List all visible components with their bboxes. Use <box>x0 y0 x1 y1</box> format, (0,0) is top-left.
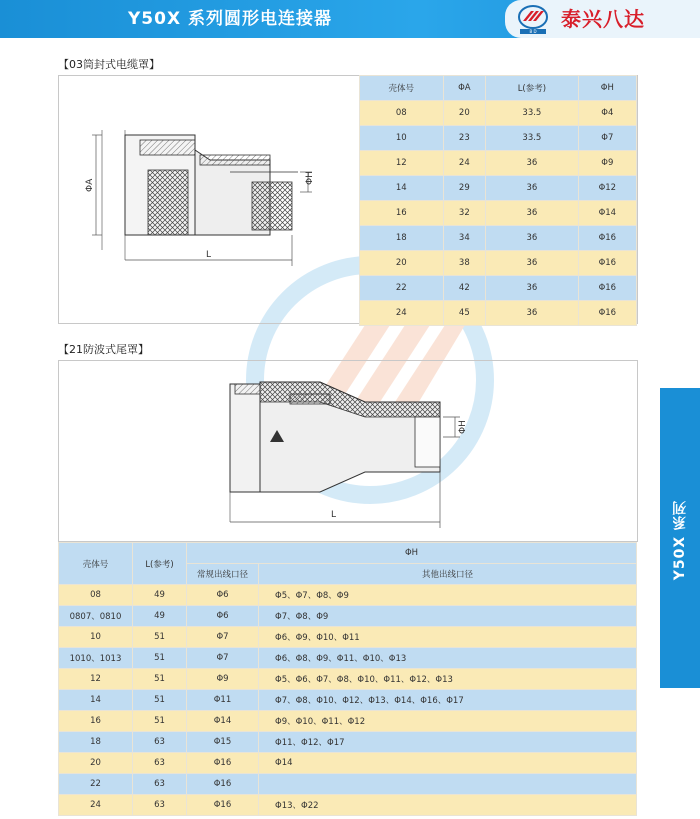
table-cell: Φ14 <box>578 201 636 226</box>
table-cell: 14 <box>59 690 133 711</box>
table-cell: 24 <box>360 301 444 326</box>
table-cell: 36 <box>486 251 579 276</box>
table-cell: 33.5 <box>486 126 579 151</box>
page-header <box>0 0 700 38</box>
table-cell: Φ6 <box>187 606 259 627</box>
series-side-label: Y50X 系列 <box>672 500 688 581</box>
svg-text:B D: B D <box>529 29 537 35</box>
table-cell: 24 <box>59 795 133 816</box>
table-row <box>59 774 637 795</box>
table-cell: 08 <box>59 585 133 606</box>
table-row <box>59 669 637 690</box>
table-cell: 22 <box>360 276 444 301</box>
table-cell: 34 <box>443 226 486 251</box>
column-header: L(参考) <box>486 76 579 101</box>
table-cell: 36 <box>486 151 579 176</box>
table-cell: 16 <box>59 711 133 732</box>
table-cell: Φ7 <box>578 126 636 151</box>
column-header: ΦH <box>578 76 636 101</box>
table-cell: 18 <box>360 226 444 251</box>
table-cell: 33.5 <box>486 101 579 126</box>
table-cell: Φ7 <box>187 648 259 669</box>
table-cell: 14 <box>360 176 444 201</box>
column-header: 壳体号 <box>59 543 133 585</box>
table-cell: Φ16 <box>187 753 259 774</box>
table-row <box>360 201 637 226</box>
table-cell: Φ13、Φ22 <box>259 795 637 816</box>
table-cell: 20 <box>360 251 444 276</box>
table-cell: 20 <box>443 101 486 126</box>
table-cell: 51 <box>133 669 187 690</box>
table-cell: 63 <box>133 753 187 774</box>
table-cell: Φ16 <box>187 795 259 816</box>
table-cell: 51 <box>133 711 187 732</box>
table-cell: 36 <box>486 301 579 326</box>
table-cell: 36 <box>486 176 579 201</box>
table-cell: Φ4 <box>578 101 636 126</box>
table-cell: 08 <box>360 101 444 126</box>
table-cell: 36 <box>486 276 579 301</box>
table-cell: 36 <box>486 201 579 226</box>
table-cell: Φ6 <box>187 585 259 606</box>
page-title: Y50X 系列圆形电连接器 <box>128 9 332 29</box>
table-cell: Φ9、Φ10、Φ11、Φ12 <box>259 711 637 732</box>
table-cell: Φ5、Φ6、Φ7、Φ8、Φ10、Φ11、Φ12、Φ13 <box>259 669 637 690</box>
table-row <box>360 101 637 126</box>
table-row <box>59 606 637 627</box>
table-cell: Φ16 <box>578 276 636 301</box>
table-cell: 0807、0810 <box>59 606 133 627</box>
table-cell: 10 <box>360 126 444 151</box>
brand-logo-icon <box>517 3 549 35</box>
column-header: ΦH <box>187 543 637 564</box>
table-cell: Φ16 <box>578 301 636 326</box>
table-cell: 38 <box>443 251 486 276</box>
table-row <box>360 176 637 201</box>
table-row <box>360 226 637 251</box>
table-cell: 42 <box>443 276 486 301</box>
table-cell: 63 <box>133 732 187 753</box>
table-cell: Φ12 <box>578 176 636 201</box>
cable-clamp-drawing <box>80 110 350 280</box>
table-cell: 51 <box>133 690 187 711</box>
tail-cap-drawing <box>215 372 475 532</box>
table-cell: 18 <box>59 732 133 753</box>
table-cell: 63 <box>133 795 187 816</box>
table-cell: 20 <box>59 753 133 774</box>
column-header: 常规出线口径 <box>187 564 259 585</box>
brand-logo <box>505 0 700 38</box>
column-header: L(参考) <box>133 543 187 585</box>
section1-table <box>359 75 637 326</box>
table-row <box>59 690 637 711</box>
table-cell: 51 <box>133 627 187 648</box>
table-cell: Φ7 <box>187 627 259 648</box>
phi-a-dim-label: ΦA <box>85 178 95 192</box>
table-cell: 23 <box>443 126 486 151</box>
table-cell: Φ6、Φ8、Φ9、Φ11、Φ10、Φ13 <box>259 648 637 669</box>
table-cell: 36 <box>486 226 579 251</box>
table-cell: Φ16 <box>578 226 636 251</box>
table-cell: Φ16 <box>578 251 636 276</box>
table-row <box>360 276 637 301</box>
table-cell: Φ11 <box>187 690 259 711</box>
table-cell: 12 <box>59 669 133 690</box>
table-row <box>59 648 637 669</box>
table-row <box>59 753 637 774</box>
phi-h-dim-label: ΦH <box>458 420 468 434</box>
table-cell: 1010、1013 <box>59 648 133 669</box>
table-cell: 49 <box>133 585 187 606</box>
table-cell: 29 <box>443 176 486 201</box>
table-cell: 16 <box>360 201 444 226</box>
section1-label: 【03筒封式电缆罩】 <box>58 58 160 71</box>
table-cell: Φ9 <box>187 669 259 690</box>
table-cell: Φ16 <box>187 774 259 795</box>
column-header: ΦA <box>443 76 486 101</box>
table-cell <box>259 774 637 795</box>
table-row <box>360 251 637 276</box>
table-cell: Φ5、Φ7、Φ8、Φ9 <box>259 585 637 606</box>
table-cell: 12 <box>360 151 444 176</box>
table-cell: Φ7、Φ8、Φ9 <box>259 606 637 627</box>
table-cell: Φ11、Φ12、Φ17 <box>259 732 637 753</box>
table-cell: Φ15 <box>187 732 259 753</box>
length-dim-label: L <box>331 510 337 520</box>
table-cell: 51 <box>133 648 187 669</box>
table-cell: Φ14 <box>187 711 259 732</box>
column-header: 其他出线口径 <box>259 564 637 585</box>
table-cell: Φ7、Φ8、Φ10、Φ12、Φ13、Φ14、Φ16、Φ17 <box>259 690 637 711</box>
table-cell: Φ14 <box>259 753 637 774</box>
table-row <box>360 301 637 326</box>
phi-h-dim-label: ΦH <box>305 171 315 185</box>
table-row <box>59 795 637 816</box>
table-cell: 32 <box>443 201 486 226</box>
table-cell: 63 <box>133 774 187 795</box>
table-cell: Φ9 <box>578 151 636 176</box>
table-row <box>59 585 637 606</box>
table-row <box>59 711 637 732</box>
section2-label: 【21防波式尾罩】 <box>58 343 149 356</box>
table-cell: 49 <box>133 606 187 627</box>
table-cell: 10 <box>59 627 133 648</box>
table-row <box>59 732 637 753</box>
table-row <box>360 151 637 176</box>
column-header: 壳体号 <box>360 76 444 101</box>
section2-table <box>58 542 637 816</box>
table-cell: 24 <box>443 151 486 176</box>
table-cell: Φ6、Φ9、Φ10、Φ11 <box>259 627 637 648</box>
table-cell: 22 <box>59 774 133 795</box>
table-row <box>59 627 637 648</box>
length-dim-label: L <box>206 250 212 260</box>
table-row <box>360 126 637 151</box>
table-cell: 45 <box>443 301 486 326</box>
brand-name: 泰兴八达 <box>561 7 645 31</box>
